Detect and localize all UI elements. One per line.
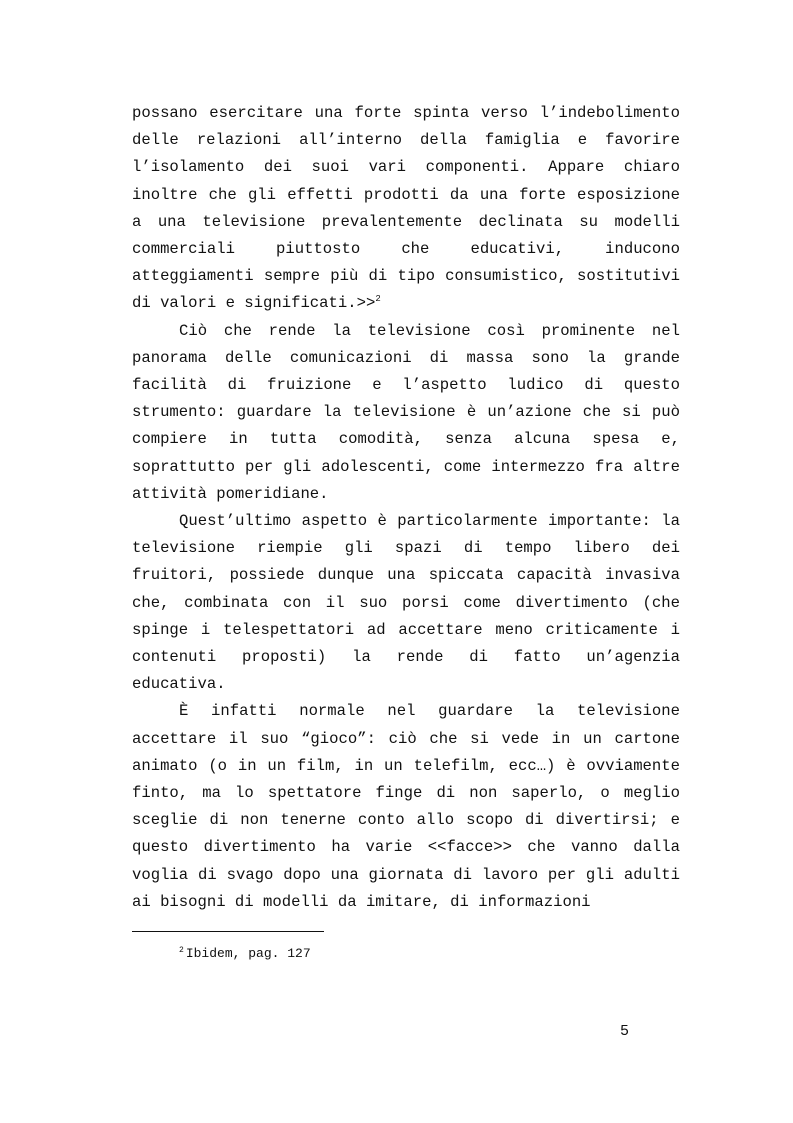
paragraph-3: Quest’ultimo aspetto è particolarmente importante: la televisione riempie gli spazi di tempo libero dei fruitori, possiede dunque una spiccata capacità invasiva che, combinata con il suo porsi come divertimento (che spinge i telespettatori ad accettare meno criticamente i contenuti proposti) la rende di fatto un’agenzia educativa. [132,512,680,694]
paragraph-1-text: possano esercitare una forte spinta verso l’indebolimento delle relazioni all’interno della famiglia e favorire l’isolamento dei suoi vari componenti. Appare chiaro inoltre che gli effetti prodotti da una forte esposizione a una televisione prevalentemente declinata su modelli commerciali piuttosto che educativi, inducono atteggiamenti sempre più di tipo consumistico, sostitutivi di valori e significati.>> [132,104,680,313]
paragraph-2: Ciò che rende la televisione così prominente nel panorama delle comunicazioni di massa sono la grande facilità di fruizione e l’aspetto ludico di questo strumento: guardare la televisione è un’azione che si può compiere in tutta comodità, senza alcuna spesa e, soprattutto per gli adolescenti, come intermezzo fra altre attività pomeridiane. [132,321,680,503]
paragraph-1 [132,100,680,318]
paragraph-4: È infatti normale nel guardare la televisione accettare il suo “gioco”: ciò che si vede in un cartone animato (o in un film, in un telefilm, ecc…) è ovviamente finto, ma lo spettatore finge di non saperlo, o meglio sceglie di non tenerne conto allo scopo di divertirsi; e questo divertimento ha varie <<facce>> che vanno dalla voglia di svago dopo una giornata di lavoro per gli adulti ai bisogni di modelli da imitare, di informazioni [132,702,680,911]
footnote-reference: 2 [375,294,381,305]
footnote-text: Ibidem, pag. 127 [185,946,311,961]
footnote-separator [132,931,324,932]
footnote-number: 2 [179,945,184,955]
footnote [179,945,311,963]
page-number: 5 [620,1023,630,1040]
body-text [132,100,680,916]
